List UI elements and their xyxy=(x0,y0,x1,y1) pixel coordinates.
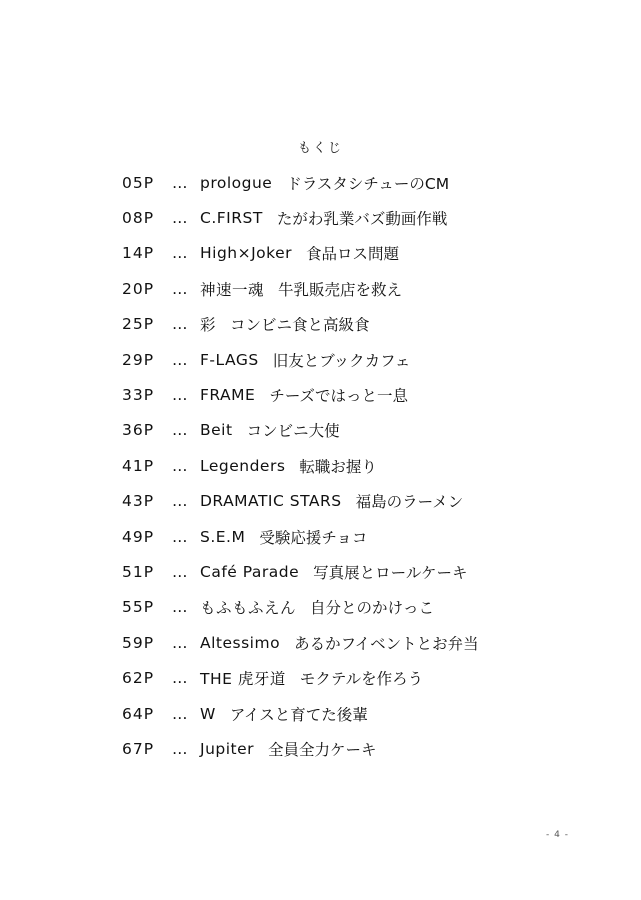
entry-unit-name: DRAMATIC STARS xyxy=(200,492,342,511)
entry-page-number: 20P xyxy=(122,279,155,298)
toc-entry xyxy=(122,448,602,483)
entry-unit-name: Altessimo xyxy=(200,633,281,652)
entry-unit-name: もふもふえん xyxy=(200,599,297,618)
entry-unit-name: S.E.M xyxy=(200,527,246,546)
entry-topic: 福島のラーメン xyxy=(355,493,464,512)
entry-separator: … xyxy=(172,704,188,723)
toc-entry xyxy=(122,307,602,342)
entry-page-number: 67P xyxy=(122,739,155,758)
toc-title: もくじ xyxy=(297,141,343,156)
entry-unit-name: 彩 xyxy=(200,316,217,335)
footer-page-number: - 4 - xyxy=(546,830,569,840)
entry-topic: チーズではっと一息 xyxy=(269,387,409,406)
entry-topic: たがわ乳業バズ動画作戦 xyxy=(276,210,448,229)
entry-separator: … xyxy=(172,244,188,263)
entry-separator: … xyxy=(172,279,188,298)
toc-entry xyxy=(122,484,602,519)
toc-entry xyxy=(122,696,602,731)
entry-topic: アイスと育てた後輩 xyxy=(229,705,368,724)
entry-unit-name: F-LAGS xyxy=(200,350,259,369)
toc-entry xyxy=(122,342,602,377)
entry-unit-name: FRAME xyxy=(200,386,256,405)
entry-separator: … xyxy=(172,492,188,511)
entry-unit-name: High×Joker xyxy=(200,244,292,263)
entry-separator: … xyxy=(172,456,188,475)
entry-topic: 受験応援チョコ xyxy=(259,528,368,547)
toc-entry xyxy=(122,413,602,448)
toc-entry xyxy=(122,271,602,306)
toc-entry xyxy=(122,377,602,412)
entry-topic: モクテルを作ろう xyxy=(299,670,424,689)
entry-topic: 転職お握り xyxy=(299,457,377,476)
entry-unit-name: THE 虎牙道 xyxy=(200,670,286,689)
entry-topic: 旧友とブックカフェ xyxy=(272,351,411,370)
toc-list xyxy=(122,165,602,767)
entry-separator: … xyxy=(172,209,188,228)
entry-page-number: 64P xyxy=(122,704,155,723)
entry-topic: ドラスタシチューのCM xyxy=(286,174,450,193)
toc-entry xyxy=(122,165,602,200)
entry-separator: … xyxy=(172,562,188,581)
entry-unit-name: Jupiter xyxy=(200,739,255,758)
entry-unit-name: Café Parade xyxy=(200,562,300,581)
entry-topic: コンビニ大使 xyxy=(246,422,340,441)
toc-entry xyxy=(122,519,602,554)
toc-entry xyxy=(122,731,602,766)
toc-entry xyxy=(122,590,602,625)
entry-page-number: 59P xyxy=(122,633,155,652)
toc-entry xyxy=(122,236,602,271)
entry-separator: … xyxy=(172,669,188,688)
entry-separator: … xyxy=(172,350,188,369)
entry-separator: … xyxy=(172,739,188,758)
entry-separator: … xyxy=(172,421,188,440)
entry-topic: 全員全力ケーキ xyxy=(268,740,377,759)
entry-page-number: 33P xyxy=(122,386,155,405)
entry-topic: 写真展とロールケーキ xyxy=(313,563,468,582)
entry-unit-name: Beit xyxy=(200,421,233,440)
entry-page-number: 25P xyxy=(122,315,155,334)
entry-page-number: 49P xyxy=(122,527,155,546)
entry-unit-name: C.FIRST xyxy=(200,209,263,228)
entry-topic: 食品ロス問題 xyxy=(306,245,400,264)
entry-topic: 自分とのかけっこ xyxy=(310,599,435,618)
toc-entry xyxy=(122,200,602,235)
entry-separator: … xyxy=(172,315,188,334)
entry-topic: 牛乳販売店を救え xyxy=(278,280,403,299)
toc-entry xyxy=(122,660,602,695)
entry-page-number: 41P xyxy=(122,456,155,475)
entry-unit-name: Legenders xyxy=(200,456,286,475)
entry-page-number: 43P xyxy=(122,492,155,511)
entry-page-number: 51P xyxy=(122,562,155,581)
entry-page-number: 62P xyxy=(122,669,155,688)
entry-page-number: 29P xyxy=(122,350,155,369)
toc-entry xyxy=(122,625,602,660)
entry-topic: あるかフイベントとお弁当 xyxy=(294,634,479,653)
entry-unit-name: prologue xyxy=(200,173,273,192)
entry-separator: … xyxy=(172,633,188,652)
toc-entry xyxy=(122,554,602,589)
entry-topic: コンビニ食と高級食 xyxy=(230,316,370,335)
entry-unit-name: 神速一魂 xyxy=(200,280,265,299)
entry-separator: … xyxy=(172,173,188,192)
entry-separator: … xyxy=(172,598,188,617)
entry-page-number: 55P xyxy=(122,598,155,617)
entry-page-number: 05P xyxy=(122,173,155,192)
entry-separator: … xyxy=(172,527,188,546)
entry-separator: … xyxy=(172,386,188,405)
entry-unit-name: W xyxy=(200,704,216,723)
entry-page-number: 36P xyxy=(122,421,155,440)
entry-page-number: 14P xyxy=(122,244,155,263)
entry-page-number: 08P xyxy=(122,209,155,228)
